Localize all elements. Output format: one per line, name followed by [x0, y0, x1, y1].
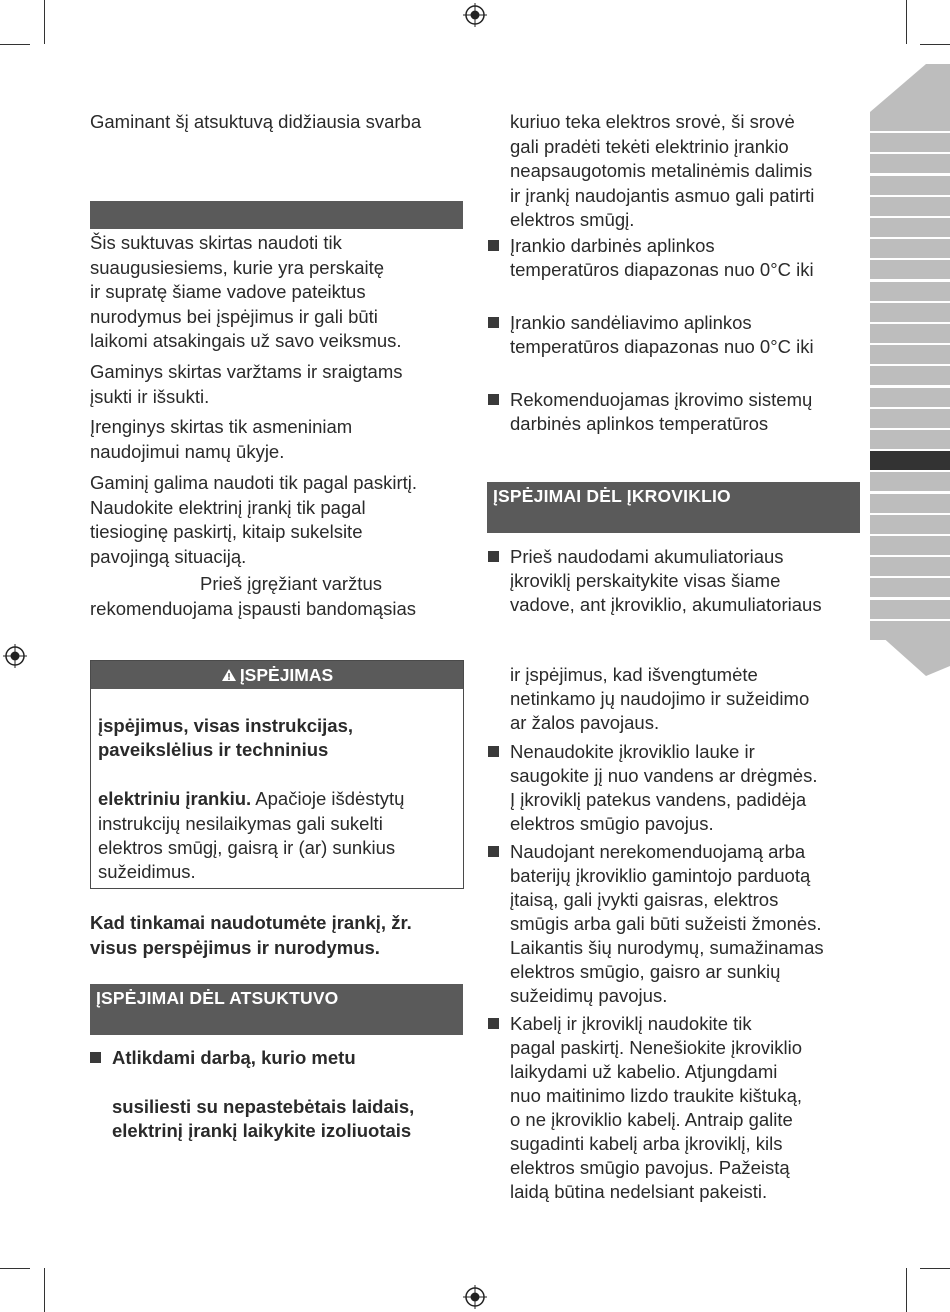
- language-tab: [870, 260, 950, 279]
- language-tab: [870, 578, 950, 597]
- text-line: ir įrankį naudojantis asmuo gali patirti: [510, 184, 815, 206]
- paragraph-household: [90, 415, 470, 464]
- text-line: susiliesti su nepastebėtais laidais,: [112, 1096, 415, 1117]
- warning-line: sužeidimus.: [98, 861, 196, 882]
- text-line: nurodymus bei įspėjimus ir gali būti: [90, 305, 378, 327]
- language-tab: [870, 536, 950, 555]
- text-line: Atlikdami darbą, kurio metu: [112, 1047, 356, 1068]
- continued-paragraph: [510, 110, 870, 233]
- text-line: Į įkroviklį patekus vandens, padidėja: [510, 789, 807, 810]
- section-title: ĮSPĖJIMAI DĖL ĮKROVIKLIO: [493, 486, 731, 506]
- registration-mark-icon: [3, 644, 27, 668]
- language-tab: [870, 472, 950, 491]
- bullet-text: [510, 545, 862, 617]
- language-tab: [870, 430, 950, 449]
- bullet-square-icon: [488, 394, 499, 405]
- text-line: temperatūros diapazonas nuo 0°C iki: [510, 259, 814, 280]
- section-header-charger: [487, 482, 860, 533]
- text-line: Šis suktuvas skirtas naudoti tik: [90, 232, 342, 253]
- text-line: ir įspėjimus, kad išvengtumėte: [510, 664, 758, 685]
- language-tab: [870, 345, 950, 364]
- bullet-square-icon: [488, 746, 499, 757]
- text-line: elektros smūgio pavojus.: [510, 813, 714, 834]
- text-line: Įrenginys skirtas tik asmeniniam: [90, 416, 353, 437]
- paragraph-intended-users: [90, 231, 470, 354]
- text-line: Gaminį galima naudoti tik pagal paskirtį.: [90, 472, 417, 493]
- text-line: įkroviklį perskaitykite visas šiame: [510, 570, 781, 591]
- bullet-square-icon: [488, 1018, 499, 1029]
- tab-strip-top: [870, 64, 950, 114]
- text-line: baterijų įkroviklio gamintojo parduotą: [510, 865, 811, 886]
- language-tab: [870, 112, 950, 131]
- warning-fragment: Apačioje išdėstytų: [251, 788, 405, 809]
- language-tab: [870, 409, 950, 428]
- text-line: nuo maitinimo lizdo traukite kištuką,: [510, 1085, 803, 1106]
- text-line: Prieš naudodami akumuliatoriaus: [510, 546, 784, 567]
- registration-mark-icon: [463, 1285, 487, 1309]
- text-line: Kabelį ir įkroviklį naudokite tik: [510, 1013, 752, 1034]
- language-tab: [870, 388, 950, 407]
- text-line: saugokite jį nuo vandens ar drėgmės.: [510, 765, 818, 786]
- warning-line: įspėjimus, visas instrukcijas,: [98, 715, 354, 736]
- language-tab: [870, 557, 950, 576]
- bullet-text: [510, 840, 862, 1008]
- bullet-text: [510, 311, 862, 359]
- text-line: pagal paskirtį. Nenešiokite įkroviklio: [510, 1037, 803, 1058]
- crop-mark: [44, 1268, 45, 1312]
- text-line: gali pradėti tekėti elektrinio įrankio: [510, 135, 789, 157]
- text-line: visus perspėjimus ir nurodymus.: [90, 936, 380, 958]
- text-line: o ne įkroviklio kabelį. Antraip galite: [510, 1109, 793, 1130]
- text-line: Nenaudokite įkroviklio lauke ir: [510, 741, 755, 762]
- text-line: ir supratę šiame vadove pateiktus: [90, 281, 366, 302]
- crop-mark: [44, 0, 45, 44]
- bullet-square-icon: [488, 240, 499, 251]
- bullet-square-icon: [90, 1052, 101, 1063]
- language-tab: [870, 239, 950, 258]
- text-line: Įrankio sandėliavimo aplinkos: [510, 312, 752, 333]
- warning-triangle-icon: [221, 668, 237, 682]
- text-line: Įrankio darbinės aplinkos: [510, 235, 715, 256]
- text-line: Naudojant nerekomenduojamą arba: [510, 841, 806, 862]
- language-tab: [870, 176, 950, 195]
- bold-note: [90, 911, 470, 960]
- text-line: laidą būtina nedelsiant pakeisti.: [510, 1181, 768, 1202]
- text-line: įtaisą, gali įvykti gaisras, elektros: [510, 889, 779, 910]
- language-tab: [870, 133, 950, 152]
- text-line: vadove, ant įkroviklio, akumuliatoriaus: [510, 594, 822, 615]
- language-tab: [870, 515, 950, 534]
- warning-line: [98, 787, 460, 812]
- text-line: kuriuo teka elektros srovė, ši srovė: [510, 111, 795, 132]
- text-line: temperatūros diapazonas nuo 0°C iki: [510, 336, 814, 357]
- section-title: ĮSPĖJIMAI DĖL ATSUKTUVO: [96, 988, 339, 1008]
- warning-box: [90, 660, 464, 889]
- text-line: suaugusiesiems, kurie yra perskaitę: [90, 256, 385, 278]
- paragraph-use-as-intended: [90, 471, 470, 569]
- text-line: Kad tinkamai naudotumėte įrankį, žr.: [90, 912, 412, 933]
- bullet-square-icon: [488, 846, 499, 857]
- bullet-square-icon: [488, 551, 499, 562]
- text-line: sugadinti kabelį arba įkroviklį, kils: [510, 1133, 783, 1154]
- text-line: elektros smūgio, gaisro ar sunkių: [510, 961, 781, 982]
- warning-line: instrukcijų nesilaikymas gali sukelti: [98, 813, 383, 834]
- language-tab: [870, 494, 950, 513]
- bullet-text: [510, 740, 862, 836]
- crop-mark: [920, 1268, 950, 1269]
- text-line: laikomi atsakingais už savo veiksmus.: [90, 330, 402, 351]
- bullet-text: [510, 234, 862, 282]
- bullet-text: [510, 1012, 862, 1204]
- warning-bold-fragment: elektriniu įrankiu.: [98, 788, 252, 809]
- language-tab: [870, 621, 950, 640]
- language-tab: [870, 324, 950, 343]
- language-tab: [870, 218, 950, 237]
- text-line: įsukti ir išsukti.: [90, 385, 210, 407]
- warning-title: ĮSPĖJIMAS: [239, 665, 334, 685]
- language-tab: [870, 600, 950, 619]
- crop-mark: [0, 1268, 30, 1269]
- text-line: ar žalos pavojaus.: [510, 712, 660, 733]
- paragraph-purpose: [90, 360, 470, 409]
- text-line: smūgis arba gali būti sužeisti žmonės.: [510, 913, 822, 934]
- registration-mark-icon: [463, 3, 487, 27]
- language-tab: [870, 366, 950, 385]
- intro-text: Gaminant šį atsuktuvą didžiausia svarba: [90, 111, 422, 132]
- text-line: rekomenduojama įspausti bandomąsias: [90, 597, 416, 619]
- language-tab-active: [870, 451, 950, 470]
- crop-mark: [0, 44, 30, 45]
- text-line: pavojingą situaciją.: [90, 545, 247, 567]
- text-line: elektros smūgio pavojus. Pažeistą: [510, 1157, 790, 1178]
- text-line: tiesioginę paskirtį, kitaip sukelsite: [90, 521, 363, 542]
- warning-header: [91, 661, 463, 689]
- paragraph-pilot-holes: [90, 572, 470, 621]
- text-line: naudojimui namų ūkyje.: [90, 440, 285, 462]
- text-line: sužeidimų pavojus.: [510, 985, 668, 1006]
- language-tab: [870, 303, 950, 322]
- bullet-text: [510, 388, 862, 436]
- language-tab: [870, 197, 950, 216]
- text-line: Laikantis šių nurodymų, sumažinamas: [510, 937, 824, 958]
- text-line: Rekomenduojamas įkrovimo sistemų: [510, 389, 813, 410]
- warning-line: elektros smūgį, gaisrą ir (ar) sunkius: [98, 837, 396, 858]
- section-bar-blank: [90, 201, 463, 229]
- text-line: netinkamo jų naudojimo ir sužeidimo: [510, 688, 810, 709]
- text-line: elektros smūgį.: [510, 209, 635, 230]
- text-line: Gaminys skirtas varžtams ir sraigtams: [90, 361, 403, 382]
- bullet-square-icon: [488, 317, 499, 328]
- language-tab: [870, 154, 950, 173]
- text-line: laikydami už kabelio. Atjungdami: [510, 1061, 778, 1082]
- section-header-screwdriver: [90, 984, 463, 1035]
- crop-mark: [906, 0, 907, 44]
- crop-mark: [906, 1268, 907, 1312]
- text-line: Naudokite elektrinį įrankį tik pagal: [90, 496, 366, 518]
- crop-mark: [920, 44, 950, 45]
- text-line: Prieš įgręžiant varžtus: [200, 573, 382, 594]
- warning-line: paveikslėlius ir techninius: [98, 739, 329, 760]
- continued-paragraph: [510, 663, 870, 735]
- language-tab: [870, 282, 950, 301]
- text-line: neapsaugotomis metalinėmis dalimis: [510, 160, 813, 181]
- text-line: elektrinį įrankį laikykite izoliuotais: [112, 1120, 412, 1141]
- text-line: darbinės aplinkos temperatūros: [510, 413, 769, 434]
